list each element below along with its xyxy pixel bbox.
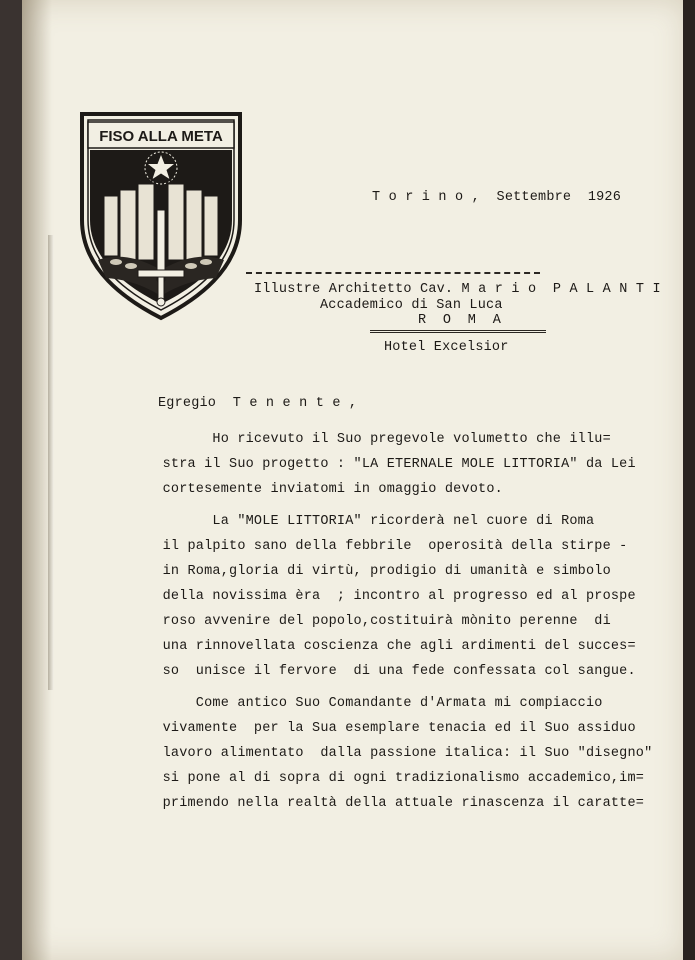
- divider-top: [246, 272, 540, 274]
- body-line: so unisce il fervore di una fede confessata col sangue.: [146, 664, 636, 679]
- addressee-line4: Hotel Excelsior: [384, 340, 509, 355]
- place-date: T o r i n o , Settembre 1926: [372, 190, 622, 205]
- body-line: in Roma,gloria di virtù, prodigio di umanità e simbolo: [146, 564, 611, 579]
- body-line: Ho ricevuto il Suo pregevole volumetto che illu=: [146, 432, 611, 447]
- crest-motto: FISO ALLA META: [99, 128, 223, 145]
- crest-emblem: [76, 110, 246, 322]
- body-line: si pone al di sopra di ogni tradizionalismo accademico,im=: [146, 771, 645, 786]
- body-line: stra il Suo progetto : "LA ETERNALE MOLE LITTORIA" da Lei: [146, 457, 636, 472]
- body-line: primendo nella realtà della attuale rinascenza il caratte=: [146, 796, 645, 811]
- divider-bottom: [370, 330, 546, 333]
- body-line: cortesemente inviatomi in omaggio devoto.: [146, 482, 503, 497]
- salutation: Egregio T e n e n t e ,: [158, 396, 358, 411]
- body-line: vivamente per la Sua esemplare tenacia ed il Suo assiduo: [146, 721, 636, 736]
- body-line: della novissima èra ; incontro al progresso ed al prospe: [146, 589, 636, 604]
- page-fold: [48, 235, 54, 690]
- body-line: lavoro alimentato dalla passione italica: il Suo "disegno": [146, 746, 653, 761]
- body-line: La "MOLE LITTORIA" ricorderà nel cuore di Roma: [146, 514, 595, 529]
- addressee-line2: Accademico di San Luca: [320, 298, 503, 313]
- body-line: Come antico Suo Comandante d'Armata mi compiaccio: [146, 696, 603, 711]
- addressee-line3: R O M A: [418, 313, 502, 328]
- scan-border: [683, 0, 695, 960]
- body-line: il palpito sano della febbrile operosità della stirpe -: [146, 539, 628, 554]
- addressee-line1: Illustre Architetto Cav. M a r i o P A L A N T I: [254, 282, 661, 297]
- body-line: una rinnovellata coscienza che agli ardimenti del succes=: [146, 639, 636, 654]
- body-line: roso avvenire del popolo,costituirà mònito perenne di: [146, 614, 611, 629]
